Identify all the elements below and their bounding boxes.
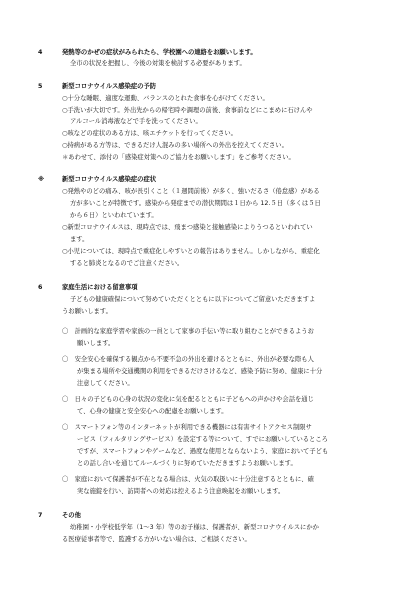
section-5-heading: 新型コロナウイルス感染症の予防	[62, 83, 157, 90]
list-item: 〇 安全安心を確保する観点から不要不急の外出を避けるとともに、外出が必要な際も人	[62, 356, 314, 363]
section-4-number: 4	[38, 49, 43, 56]
section-symptoms-heading: 新型コロナウイルス感染症の症状	[62, 176, 157, 183]
list-item: て、心身の健康と安全安心への配慮をお願いします。	[77, 408, 228, 415]
section-5-line: ○咳などの症状のある方は、咳エチケットを行ってください。	[62, 130, 237, 137]
section-7-number: 7	[38, 512, 43, 519]
section-5-number: 5	[38, 83, 43, 90]
list-item: が集まる場所や交通機関の利用をできるだけさけるなど、感染予防に努め、健康に十分	[77, 368, 323, 375]
section-5-line: ○持病がある方等は、できるだけ人混みの多い場所への外出を控えてください。	[62, 142, 288, 149]
list-item: ですが、スマートフォンやゲームなど、過度な使用とならないよう、家庭において子ども	[77, 448, 329, 455]
list-item: 〇 日々の子どもの心身の状況の変化に気を配るとともに子どもへの声かけや会話を通じ	[62, 396, 314, 403]
list-item: 〇 スマートフォン等のインターネットが利用できる機器には有害サイトアクセス制限サ	[62, 424, 312, 431]
section-4-heading: 発熱等のかぜの症状がみられたら、学校園への連絡をお願いします。	[62, 49, 257, 56]
section-symptoms-line: ○発熱やのどの痛み、咳が長引くこと（１週間前後）が多く、強いだるさ（倦怠感）がある	[62, 188, 320, 195]
list-item: 注意してください。	[77, 380, 134, 387]
section-6-number: 6	[38, 284, 43, 291]
list-item: 実な施錠を行い、訪問者への対応は控えるよう注意喚起をお願いします。	[77, 488, 285, 495]
section-7-heading: その他	[62, 512, 81, 519]
section-symptoms-line: ○新型コロナウイルスは、現時点では、飛まつ感染と接触感染によりうつるといわれてい	[62, 224, 313, 231]
section-5-line: ○十分な睡眠、適度な運動、バランスのとれた食事を心がけてください。	[62, 95, 269, 102]
section-4-text: 全市の状況を把握し、今後の対策を検討する必要があります。	[70, 60, 246, 67]
section-symptoms-line: ○小児については、現時点で重症化しやすいとの報告はありません。しかしながら、重症化	[62, 248, 320, 255]
list-item: 願いします。	[77, 340, 115, 347]
section-7-line: る医療従事者等で、監護する方がいない場合は、ご相談ください。	[62, 536, 251, 543]
section-symptoms-mark: ※	[38, 176, 45, 183]
list-item: 〇 家庭において保護者が不在となる場合は、火気の取扱いに十分注意するとともに、確	[62, 476, 314, 483]
section-5-note: ＊あわせて、添付の「感染症対策へのご協力をお願いします」をご参考ください。	[62, 154, 295, 161]
list-item: との話し合いを通じてルールづくりに努めていただきますようお願いします。	[77, 460, 297, 467]
section-5-line: アルコール消毒液などで手を洗ってください。	[70, 118, 202, 125]
section-6-heading: 家庭生活における留意事項	[62, 284, 138, 291]
section-symptoms-line: 方が多いことが特徴です。感染から発症までの潜伏期間は１日から 12.５日（多くは５日	[70, 200, 321, 207]
section-5-line: ○手洗いが大切です。外出先からの帰宅時や調理の前後、食事前などにこまめに石けんや	[62, 107, 313, 114]
section-6-intro: うお願いします。	[62, 308, 112, 315]
list-item: ービス（フィルタリングサービス）を設定する等について、すでにお願いしているところ	[77, 436, 328, 443]
list-item: 〇 計画的な家庭学習や家族の一員として家事の手伝い等に取り組むことができるようお	[62, 328, 314, 335]
section-symptoms-line: すると肺炎となるのでご注意ください。	[70, 260, 184, 267]
section-symptoms-line: ます。	[70, 236, 89, 243]
section-symptoms-line: から６日）といわれています。	[70, 212, 158, 219]
section-6-intro: 子どもの健康確保について努めていただくとともに以下についてご留意いただきますよ	[70, 296, 316, 303]
section-7-line: 幼稚園・小学校低学年（1～3 年）等のお子様は、保護者が、新型コロナウイルスにかか	[70, 524, 319, 531]
